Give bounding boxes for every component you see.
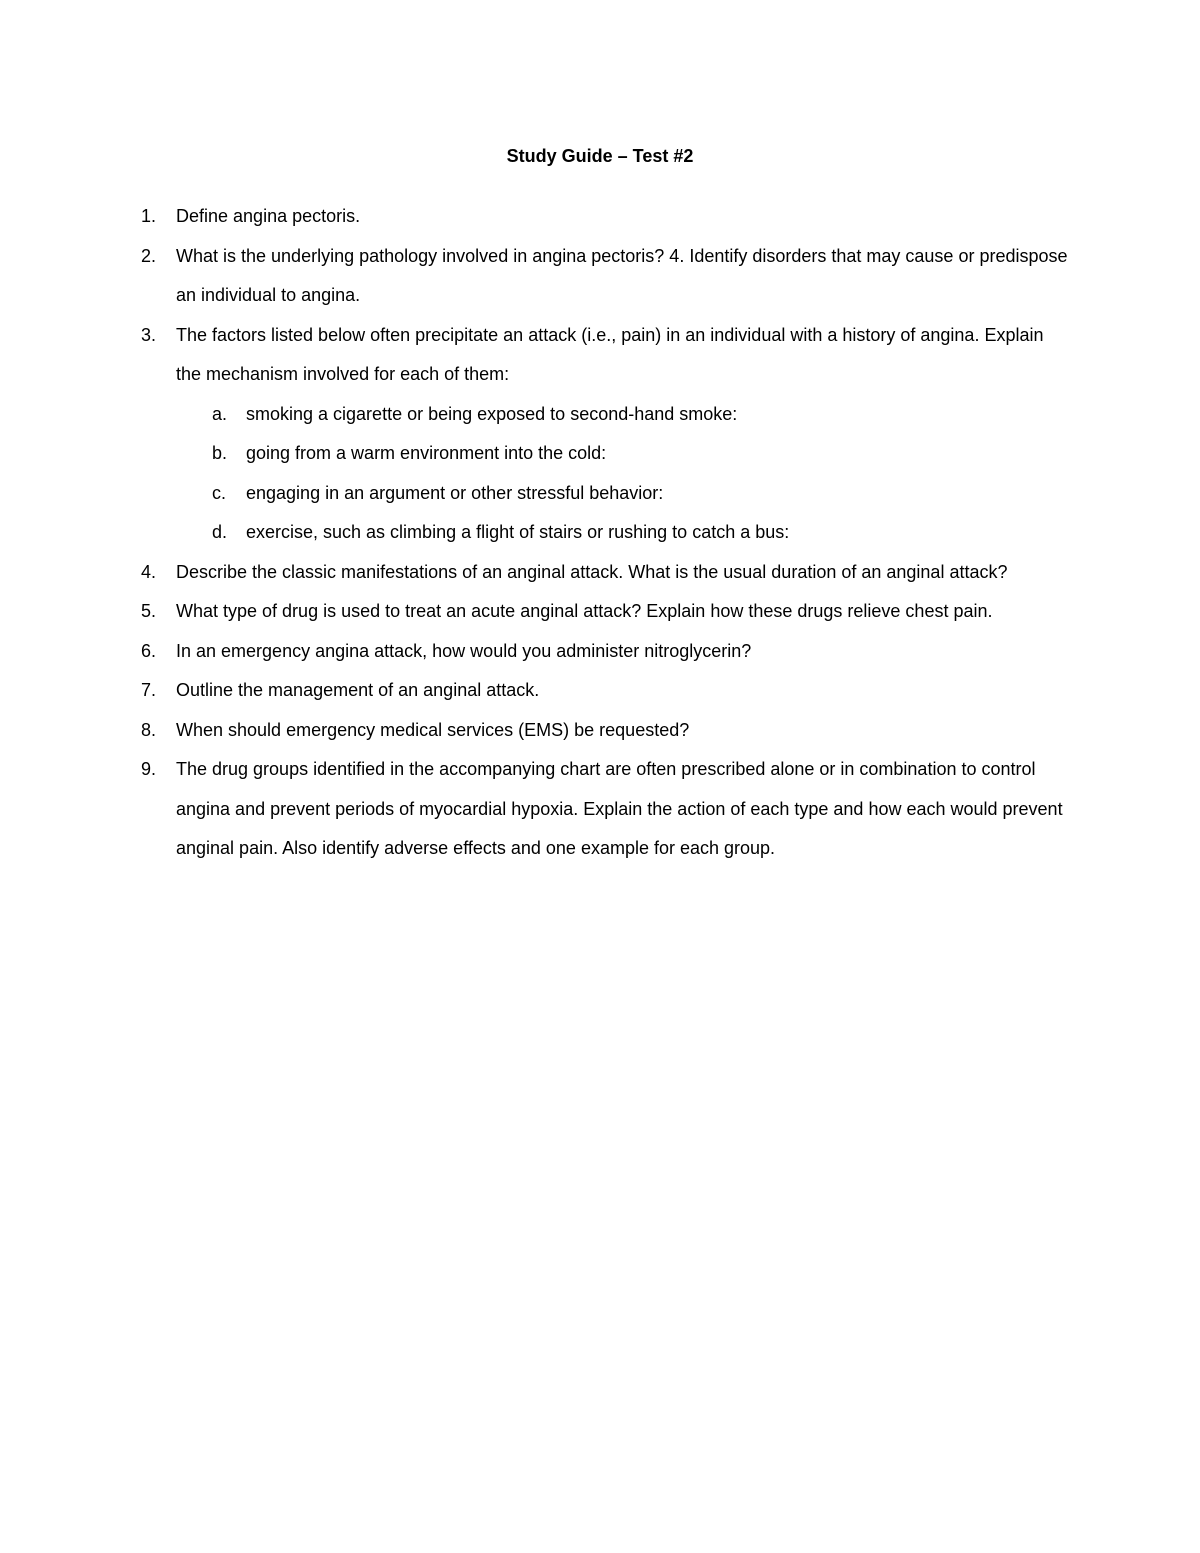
factor-letter: a. (212, 403, 228, 424)
question-item (0, 632, 1200, 672)
factor-item (176, 474, 1070, 514)
factor-sublist (176, 395, 1070, 553)
factor-item (176, 395, 1070, 435)
question-text: What type of drug is used to treat an acute anginal attack? Explain how these drugs relieve chest pain. (176, 601, 993, 621)
question-text: Outline the management of an anginal attack. (176, 680, 540, 700)
factor-text: going from a warm environment into the cold: (246, 443, 607, 463)
factor-item (176, 513, 1070, 553)
question-number: 8. (141, 719, 157, 740)
question-list (0, 197, 1200, 869)
question-text: Describe the classic manifestations of an anginal attack. What is the usual duration of an anginal attack? (176, 561, 1008, 582)
question-number: 9. (141, 759, 157, 779)
question-item (0, 671, 1200, 711)
factor-letter: c. (212, 482, 227, 503)
question-number: 5. (141, 601, 157, 621)
question-text: When should emergency medical services (EMS) be requested? (176, 719, 690, 740)
factor-text: smoking a cigarette or being exposed to second-hand smoke: (246, 403, 738, 424)
question-number: 7. (141, 680, 157, 700)
factor-text: engaging in an argument or other stressful behavior: (246, 482, 664, 503)
factor-letter: b. (212, 443, 228, 463)
page-title: Study Guide – Test #2 (506, 146, 694, 166)
question-item (0, 197, 1200, 237)
question-item (0, 553, 1200, 593)
question-text: The drug groups identified in the accompanying chart are often prescribed alone or in combination to control angina and prevent periods of myocardial hypoxia. Explain the action of each type and how each would prevent anginal pain. Also identify adverse effects and one example for each group. (176, 759, 1063, 858)
factor-letter: d. (212, 522, 228, 542)
question-item (0, 750, 1200, 869)
question-number: 2. (141, 245, 157, 266)
question-number: 3. (141, 324, 157, 345)
factor-item (176, 434, 1070, 474)
factor-text: exercise, such as climbing a flight of stairs or rushing to catch a bus: (246, 522, 790, 542)
question-number: 4. (141, 561, 157, 582)
question-text: What is the underlying pathology involved in angina pectoris? 4. Identify disorders that may cause or predispose an individual to angina. (176, 245, 1068, 305)
question-item (0, 592, 1200, 632)
question-number: 1. (141, 206, 157, 226)
question-item (0, 237, 1200, 316)
question-item (0, 711, 1200, 751)
question-text: In an emergency angina attack, how would you administer nitroglycerin? (176, 640, 752, 661)
question-text: Define angina pectoris. (176, 206, 361, 226)
question-item (0, 316, 1200, 553)
question-number: 6. (141, 640, 157, 661)
question-text: The factors listed below often precipitate an attack (i.e., pain) in an individual with a history of angina. Explain the mechanism involved for each of them: (176, 324, 1044, 384)
